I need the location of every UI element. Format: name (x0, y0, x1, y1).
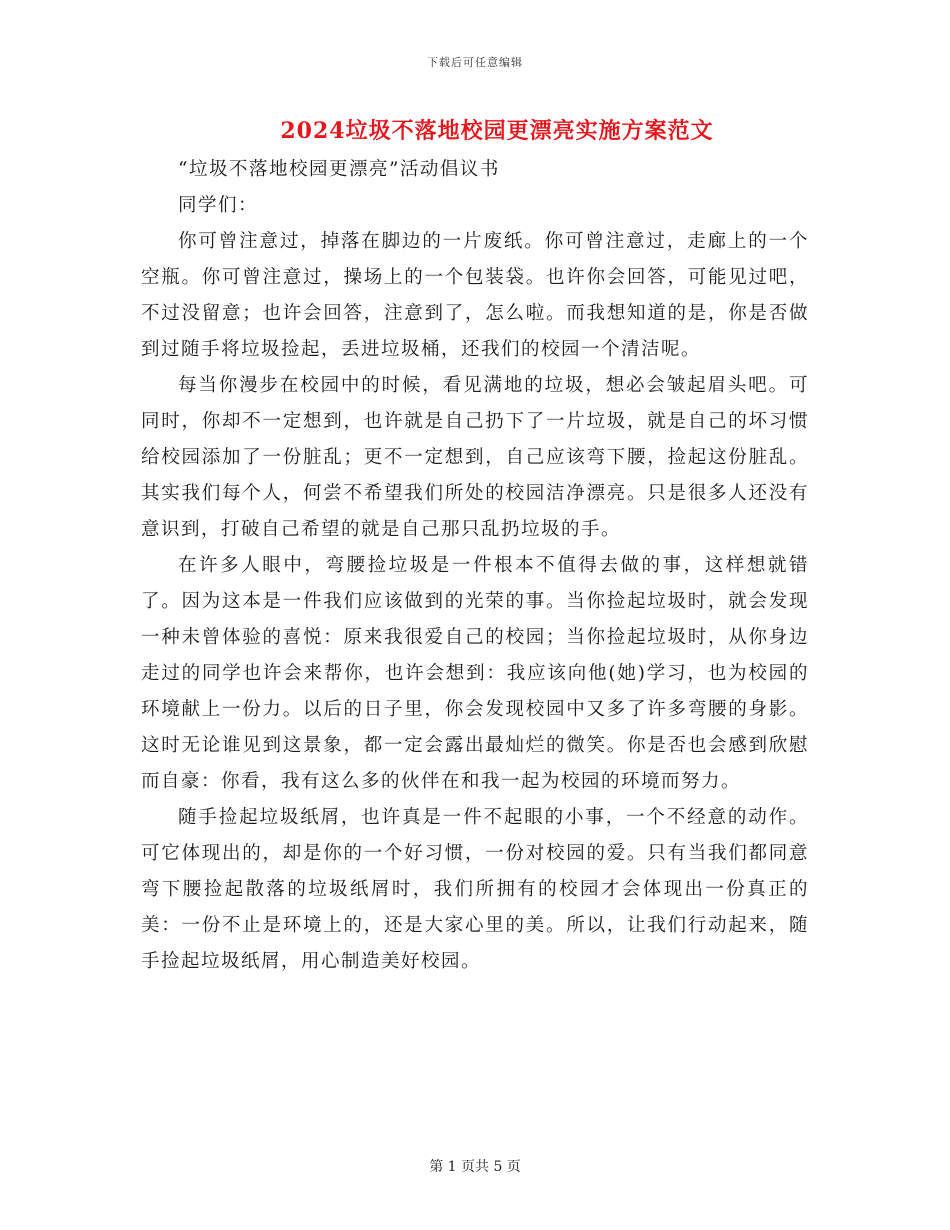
body-paragraph: 在许多人眼中，弯腰捡垃圾是一件根本不值得去做的事，这样想就错了。因为这本是一件我们应该做到的光荣的事。当你捡起垃圾时，就会发现一种未曾体验的喜悦：原来我很爱自己的校园；当你捡起垃圾时，从你身边走过的同学也许会来帮你，也许会想到：我应该向他(她)学习，也为校园的环境献上一份力。以后的日子里，你会发现校园中又多了许多弯腰的身影。这时无论谁见到这景象，都一定会露出最灿烂的微笑。你是否也会感到欣慰而自豪：你看，我有这么多的伙伴在和我一起为校园的环境而努力。 (141, 555, 809, 792)
document-body (141, 152, 809, 980)
subtitle-paragraph: “垃圾不落地校园更漂亮”活动倡议书 (178, 159, 500, 180)
document-title: 2024垃圾不落地校园更漂亮实施方案范文 (280, 118, 714, 144)
body-paragraph: 随手捡起垃圾纸屑，也许真是一件不起眼的小事，一个不经意的动作。可它体现出的，却是你的一个好习惯，一份对校园的爱。只有当我们都同意弯下腰捡起散落的垃圾纸屑时，我们所拥有的校园才会体现出一份真正的美：一份不止是环境上的，还是大家心里的美。所以，让我们行动起来，随手捡起垃圾纸屑，用心制造美好校园。 (141, 807, 809, 972)
body-paragraph: 每当你漫步在校园中的时候，看见满地的垃圾，想必会皱起眉头吧。可同时，你却不一定想到，也许就是自己扔下了一片垃圾，就是自己的坏习惯给校园添加了一份脏乱；更不一定想到，自己应该弯下腰，捡起这份脏乱。其实我们每个人，何尝不希望我们所处的校园洁净漂亮。只是很多人还没有意识到，打破自己希望的就是自己那只乱扔垃圾的手。 (141, 375, 809, 540)
body-paragraph: 你可曾注意过，掉落在脚边的一片废纸。你可曾注意过，走廊上的一个空瓶。你可曾注意过，操场上的一个包装袋。也许你会回答，可能见过吧，不过没留意；也许会回答，注意到了，怎么啦。而我想知道的是，你是否做到过随手将垃圾捡起，丢进垃圾桶，还我们的校园一个清洁呢。 (141, 231, 809, 360)
page-header: 下载后可任意编辑 (427, 56, 523, 69)
page-footer: 第 1 页共 5 页 (429, 1159, 521, 1175)
salutation-paragraph: 同学们： (178, 195, 259, 216)
